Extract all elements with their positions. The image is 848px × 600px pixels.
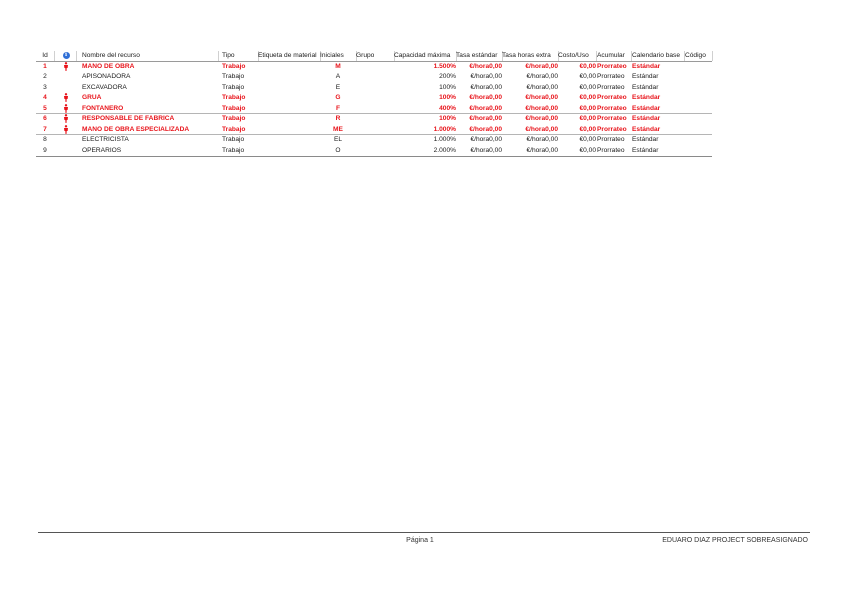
cell-id[interactable]: 5 bbox=[43, 104, 47, 112]
cell-id[interactable]: 4 bbox=[43, 94, 47, 101]
cell-accrue[interactable]: Prorrateo bbox=[597, 104, 627, 112]
cell-indicator[interactable] bbox=[56, 104, 76, 114]
table-row[interactable] bbox=[36, 125, 712, 136]
cell-max-capacity[interactable]: 2.000% bbox=[433, 146, 456, 154]
cell-initials[interactable]: M bbox=[335, 62, 341, 70]
cell-initials[interactable]: F bbox=[335, 104, 341, 112]
cell-accrue[interactable]: Prorrateo bbox=[597, 136, 625, 143]
cell-ovt-rate[interactable]: €/hora0,00 bbox=[525, 125, 558, 133]
person-icon bbox=[63, 114, 69, 123]
table-row[interactable] bbox=[36, 114, 712, 125]
cell-accrue[interactable]: Prorrateo bbox=[597, 94, 627, 101]
cell-ovt-rate[interactable]: €/hora0,00 bbox=[526, 146, 558, 154]
cell-type[interactable]: Trabajo bbox=[222, 94, 246, 101]
header-group[interactable]: Grupo bbox=[356, 51, 395, 61]
header-accrue[interactable]: Acumular bbox=[597, 51, 632, 61]
cell-indicator[interactable] bbox=[56, 114, 76, 124]
info-icon: i bbox=[63, 52, 70, 59]
cell-name[interactable]: RESPONSABLE DE FABRICA bbox=[82, 115, 175, 122]
header-ovt-rate[interactable]: Tasa horas extra bbox=[502, 51, 559, 61]
cell-cost-use[interactable]: €0,00 bbox=[579, 83, 596, 91]
cell-name[interactable]: FONTANERO bbox=[82, 104, 124, 112]
cell-initials[interactable]: A bbox=[335, 73, 341, 80]
cell-max-capacity[interactable]: 100% bbox=[439, 115, 456, 122]
cell-initials[interactable]: E bbox=[335, 83, 341, 91]
cell-max-capacity[interactable]: 400% bbox=[439, 104, 456, 112]
cell-base-calendar[interactable]: Estándar bbox=[632, 94, 661, 101]
cell-std-rate[interactable]: €/hora0,00 bbox=[470, 146, 502, 154]
cell-max-capacity[interactable]: 100% bbox=[439, 83, 456, 91]
footer-project-name: EDUARO DIAZ PROJECT SOBREASIGNADO bbox=[662, 537, 808, 544]
cell-ovt-rate[interactable]: €/hora0,00 bbox=[526, 73, 558, 80]
cell-name[interactable]: ELECTRICISTA bbox=[82, 136, 129, 143]
cell-cost-use[interactable]: €0,00 bbox=[579, 146, 596, 154]
cell-indicator[interactable] bbox=[56, 125, 76, 135]
cell-type[interactable]: Trabajo bbox=[222, 73, 245, 80]
cell-type[interactable]: Trabajo bbox=[222, 146, 245, 154]
cell-ovt-rate[interactable]: €/hora0,00 bbox=[526, 83, 558, 91]
table-row[interactable] bbox=[36, 62, 712, 73]
cell-name[interactable]: MANO DE OBRA ESPECIALIZADA bbox=[82, 125, 190, 133]
cell-id[interactable]: 9 bbox=[43, 146, 47, 154]
cell-name[interactable]: MANO DE OBRA bbox=[82, 62, 135, 70]
cell-accrue[interactable]: Prorrateo bbox=[597, 115, 627, 122]
cell-cost-use[interactable]: €0,00 bbox=[579, 125, 596, 133]
cell-base-calendar[interactable]: Estándar bbox=[632, 125, 661, 133]
cell-base-calendar[interactable]: Estándar bbox=[632, 62, 661, 70]
cell-max-capacity[interactable]: 200% bbox=[439, 73, 456, 80]
cell-accrue[interactable]: Prorrateo bbox=[597, 73, 625, 80]
cell-initials[interactable]: ME bbox=[333, 125, 343, 133]
cell-initials[interactable]: R bbox=[335, 115, 341, 122]
cell-id[interactable]: 7 bbox=[43, 125, 47, 133]
cell-cost-use[interactable]: €0,00 bbox=[579, 73, 596, 80]
cell-base-calendar[interactable]: Estándar bbox=[632, 146, 659, 154]
cell-accrue[interactable]: Prorrateo bbox=[597, 62, 627, 70]
table-header bbox=[36, 51, 712, 62]
footer-page-number: Página 1 bbox=[406, 537, 434, 544]
cell-type[interactable]: Trabajo bbox=[222, 104, 246, 112]
cell-std-rate[interactable]: €/hora0,00 bbox=[469, 62, 502, 70]
cell-cost-use[interactable]: €0,00 bbox=[579, 94, 596, 101]
header-id[interactable]: Id bbox=[36, 51, 55, 61]
cell-initials[interactable]: EL bbox=[333, 136, 343, 143]
table-row[interactable] bbox=[36, 104, 712, 115]
cell-type[interactable]: Trabajo bbox=[222, 115, 246, 122]
person-icon bbox=[63, 125, 69, 134]
cell-initials[interactable]: O bbox=[335, 146, 341, 154]
cell-type[interactable]: Trabajo bbox=[222, 83, 245, 91]
cell-name[interactable]: APISONADORA bbox=[82, 73, 131, 80]
cell-id[interactable]: 6 bbox=[43, 115, 47, 122]
cell-ovt-rate[interactable]: €/hora0,00 bbox=[525, 94, 558, 101]
header-material-label[interactable]: Etiqueta de material bbox=[258, 51, 321, 61]
table-body bbox=[36, 62, 712, 157]
footer-divider bbox=[38, 532, 810, 533]
cell-std-rate[interactable]: €/hora0,00 bbox=[469, 125, 502, 133]
cell-type[interactable]: Trabajo bbox=[222, 62, 246, 70]
cell-ovt-rate[interactable]: €/hora0,00 bbox=[525, 62, 558, 70]
cell-base-calendar[interactable]: Estándar bbox=[632, 115, 661, 122]
cell-std-rate[interactable]: €/hora0,00 bbox=[469, 104, 502, 112]
cell-type[interactable]: Trabajo bbox=[222, 125, 246, 133]
cell-name[interactable]: EXCAVADORA bbox=[82, 83, 127, 91]
table-bottom-border bbox=[36, 156, 712, 157]
cell-max-capacity[interactable]: 1.000% bbox=[433, 125, 456, 133]
cell-id[interactable]: 2 bbox=[43, 73, 47, 80]
cell-std-rate[interactable]: €/hora0,00 bbox=[469, 115, 502, 122]
cell-name[interactable]: GRUA bbox=[82, 94, 102, 101]
cell-ovt-rate[interactable]: €/hora0,00 bbox=[526, 136, 558, 143]
cell-cost-use[interactable]: €0,00 bbox=[579, 62, 596, 70]
cell-std-rate[interactable]: €/hora0,00 bbox=[470, 136, 502, 143]
header-std-rate[interactable]: Tasa estándar bbox=[456, 51, 503, 61]
header-type[interactable]: Tipo bbox=[222, 51, 259, 61]
header-indicators[interactable] bbox=[56, 51, 77, 61]
person-icon bbox=[63, 104, 69, 113]
header-base-calendar[interactable]: Calendario base bbox=[632, 51, 685, 61]
cell-std-rate[interactable]: €/hora0,00 bbox=[470, 83, 502, 91]
header-code[interactable]: Código bbox=[685, 51, 713, 61]
header-name[interactable]: Nombre del recurso bbox=[82, 51, 219, 61]
cell-base-calendar[interactable]: Estándar bbox=[632, 83, 659, 91]
cell-indicator[interactable] bbox=[56, 62, 76, 72]
header-max-capacity[interactable]: Capacidad máxima bbox=[394, 51, 457, 61]
table-row[interactable] bbox=[36, 135, 712, 146]
cell-ovt-rate[interactable]: €/hora0,00 bbox=[525, 104, 558, 112]
person-icon bbox=[63, 93, 69, 102]
cell-cost-use[interactable]: €0,00 bbox=[579, 136, 596, 143]
cell-id[interactable]: 8 bbox=[43, 136, 47, 143]
cell-base-calendar[interactable]: Estándar bbox=[632, 136, 659, 143]
cell-accrue[interactable]: Prorrateo bbox=[597, 83, 625, 91]
cell-cost-use[interactable]: €0,00 bbox=[579, 115, 596, 122]
cell-indicator[interactable] bbox=[56, 93, 76, 103]
cell-max-capacity[interactable]: 100% bbox=[439, 94, 456, 101]
cell-name[interactable]: OPERARIOS bbox=[82, 146, 122, 154]
cell-cost-use[interactable]: €0,00 bbox=[579, 104, 596, 112]
table-row[interactable] bbox=[36, 93, 712, 104]
cell-ovt-rate[interactable]: €/hora0,00 bbox=[525, 115, 558, 122]
cell-id[interactable]: 3 bbox=[43, 83, 47, 91]
header-cost-use[interactable]: Costo/Uso bbox=[558, 51, 597, 61]
header-initials[interactable]: Iniciales bbox=[320, 51, 357, 61]
cell-max-capacity[interactable]: 1.000% bbox=[433, 136, 456, 143]
table-row[interactable] bbox=[36, 72, 712, 83]
table-row[interactable] bbox=[36, 146, 712, 157]
cell-accrue[interactable]: Prorrateo bbox=[597, 125, 627, 133]
cell-base-calendar[interactable]: Estándar bbox=[632, 73, 659, 80]
cell-max-capacity[interactable]: 1.500% bbox=[433, 62, 456, 70]
person-icon bbox=[63, 62, 69, 71]
cell-base-calendar[interactable]: Estándar bbox=[632, 104, 661, 112]
cell-std-rate[interactable]: €/hora0,00 bbox=[469, 94, 502, 101]
cell-std-rate[interactable]: €/hora0,00 bbox=[470, 73, 502, 80]
cell-type[interactable]: Trabajo bbox=[222, 136, 245, 143]
cell-id[interactable]: 1 bbox=[43, 62, 47, 70]
table-row[interactable] bbox=[36, 83, 712, 94]
cell-accrue[interactable]: Prorrateo bbox=[597, 146, 625, 154]
cell-initials[interactable]: G bbox=[335, 94, 341, 101]
resource-sheet bbox=[36, 51, 712, 157]
